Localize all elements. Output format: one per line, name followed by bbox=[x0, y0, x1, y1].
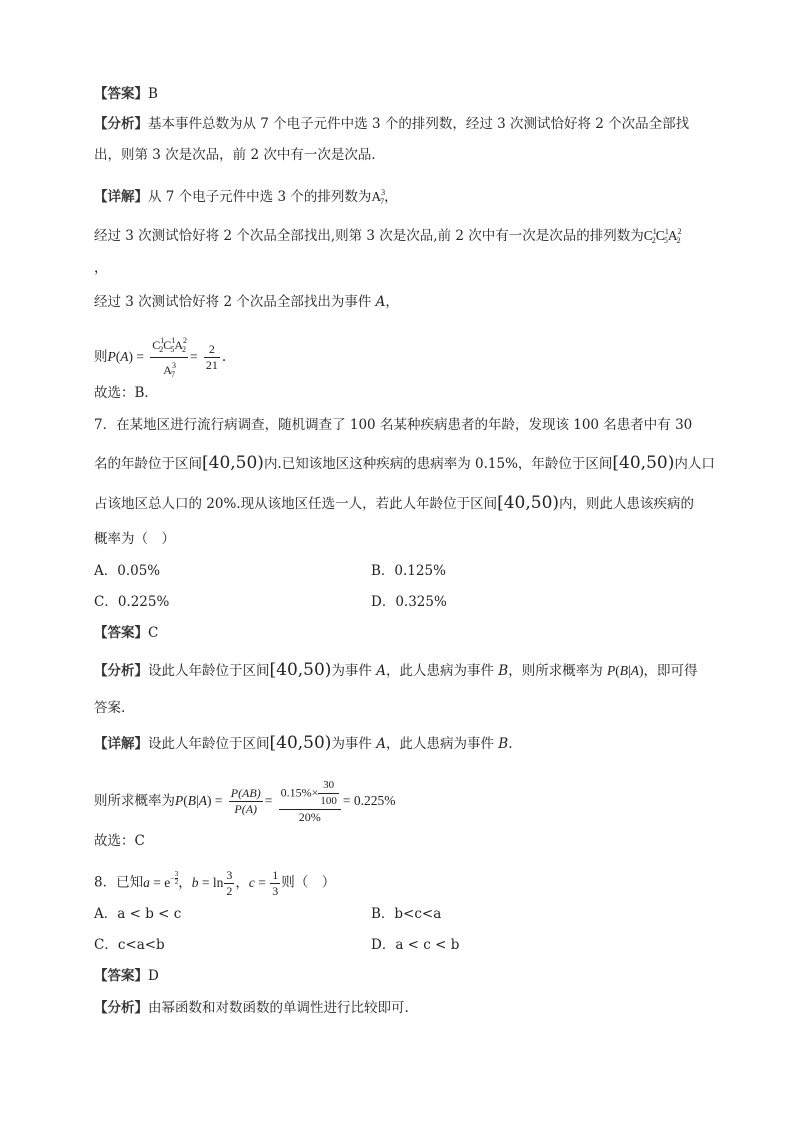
q7-detail-line-2: 则所求概率为P(B|A) = $\frac{P(AB)}{P(A)}$ = 0.15%× $\frac{30}{100}$ 20% = 0.225% bbox=[94, 779, 396, 824]
q6-detail-line-4: 则P(A) = $\frac{C^1_2C^1_5A^2_2}{A^3_7}$ = $\frac{2}{21}$ . bbox=[94, 333, 226, 382]
detail-prefix: 则 bbox=[94, 349, 108, 365]
q8-option-d: D．a < c < b bbox=[371, 937, 460, 953]
analysis-text: 基本事件总数为从 7 个电子元件中选 3 个的排列数，经过 3 次测试恰好将 2 个次品全部找 bbox=[148, 116, 690, 132]
fraction-result: $\frac{2}{21}$ bbox=[205, 342, 218, 372]
cond-prob-expr: P(B|A) = bbox=[175, 793, 223, 808]
q7-option-b: B．0.125% bbox=[371, 563, 446, 579]
interval: [40,50) bbox=[269, 660, 332, 680]
detail-tag: 【详解】 bbox=[94, 736, 148, 752]
q6-detail-line-2 bbox=[94, 222, 681, 251]
answer-value: D bbox=[148, 968, 159, 984]
q6-analysis-line-2: 出，则第 3 次是次品，前 2 次中有一次是次品． bbox=[94, 147, 385, 163]
math-expr: $a = e^{- \frac{3}{2}}$ ，b = ln $\frac{3}{2}$ ，c = $\frac{1}{3}$ bbox=[143, 868, 279, 898]
q7-stem-line-4: 概率为（ ） bbox=[94, 531, 175, 547]
combination-expr: $C^1_2C^1_5A^2_2$ bbox=[643, 227, 682, 245]
q7-analysis-line-1: 【分析】设此人年龄位于区间[40,50)为事件 A，此人患病为事件 B，则所求概率为 P(B|A)，即可得 bbox=[94, 660, 698, 680]
detail-tag: 【详解】 bbox=[94, 189, 148, 205]
q8-option-c: C．c<a<b bbox=[94, 937, 165, 953]
detail-text: 经过 3 次测试恰好将 2 个次品全部找出,则第 3 次是次品,前 2 次中有一次是次品的排列数为 bbox=[94, 228, 644, 244]
q7-detail-line-1: 【详解】设此人年龄位于区间[40,50)为事件 A，此人患病为事件 B. bbox=[94, 733, 513, 753]
q6-detail-line-3: 经过 3 次测试恰好将 2 个次品全部找出为事件 A， bbox=[94, 294, 399, 310]
answer-tag: 【答案】 bbox=[94, 968, 148, 984]
answer-value: C bbox=[148, 625, 159, 641]
q8-analysis-line: 【分析】由幂函数和对数函数的单调性进行比较即可. bbox=[94, 1000, 409, 1016]
prob-expr: P(A) = bbox=[107, 349, 144, 364]
permutation-expr: $A^3_7$ bbox=[371, 188, 386, 206]
analysis-tag: 【分析】 bbox=[94, 663, 148, 679]
q7-option-d: D．0.325% bbox=[371, 594, 447, 610]
q8-option-b: B．b<c<a bbox=[371, 906, 442, 922]
analysis-tag: 【分析】 bbox=[94, 1000, 148, 1016]
interval: [40,50) bbox=[497, 493, 560, 513]
q7-stem-line-1: 7．在某地区进行流行病调查，随机调查了 100 名某种疾病患者的年龄，发现该 100 名患者中有 30 bbox=[94, 417, 693, 433]
interval: [40,50) bbox=[202, 453, 264, 473]
result: = 0.225% bbox=[342, 793, 396, 808]
q7-option-c: C．0.225% bbox=[94, 594, 170, 610]
q6-choose: 故选：B． bbox=[94, 385, 158, 401]
fraction: $\frac{C^1_2C^1_5A^2_2}{A^3_7}$ bbox=[150, 333, 188, 382]
q6-detail-comma: ， bbox=[94, 260, 108, 276]
q7-analysis-line-2: 答案. bbox=[94, 700, 126, 716]
fraction: 0.15%× $\frac{30}{100}$ 20% bbox=[279, 778, 341, 825]
answer-tag: 【答案】 bbox=[94, 86, 148, 102]
analysis-tag: 【分析】 bbox=[94, 116, 148, 132]
answer-value: B bbox=[148, 86, 158, 102]
detail-text: 经过 3 次测试恰好将 2 个次品全部找出为事件 bbox=[94, 294, 372, 310]
q7-option-a: A．0.05% bbox=[94, 563, 161, 579]
cond-prob-expr: P(B|A) bbox=[607, 663, 644, 678]
fraction: $\frac{P(AB)}{P(A)}$ bbox=[230, 786, 261, 816]
detail-text: 从 7 个电子元件中选 3 个的排列数为 bbox=[148, 189, 372, 205]
q7-stem-line-2: 名的年龄位于区间[40,50)内.已知该地区这种疾病的患病率为 0.15%，年龄位于区间[40,50)内人口 bbox=[94, 453, 715, 473]
q6-detail-line-1: 【详解】从 7 个电子元件中选 3 个的排列数为$A^3_7$， bbox=[94, 188, 398, 206]
q8-option-a: A．a < b < c bbox=[94, 906, 182, 922]
event-var: A bbox=[375, 294, 386, 310]
q7-answer-line bbox=[94, 623, 158, 643]
q7-stem-line-3: 占该地区总人口的 20%.现从该地区任选一人，若此人年龄位于区间[40,50)内，则此人患该疾病的 bbox=[94, 493, 695, 513]
q8-stem: 8．已知$a = e^{- \frac{3}{2}}$ ，b = ln $\frac{3}{2}$ ，c = $\frac{1}{3}$ 则（ ） bbox=[94, 868, 336, 898]
q8-answer-line bbox=[94, 966, 159, 986]
q7-choose: 故选：C bbox=[94, 833, 145, 849]
interval: [40,50) bbox=[269, 733, 332, 753]
answer-tag: 【答案】 bbox=[94, 625, 148, 641]
q6-answer-line bbox=[94, 84, 158, 104]
q6-analysis-line-1 bbox=[94, 114, 689, 134]
interval: [40,50) bbox=[612, 453, 675, 473]
